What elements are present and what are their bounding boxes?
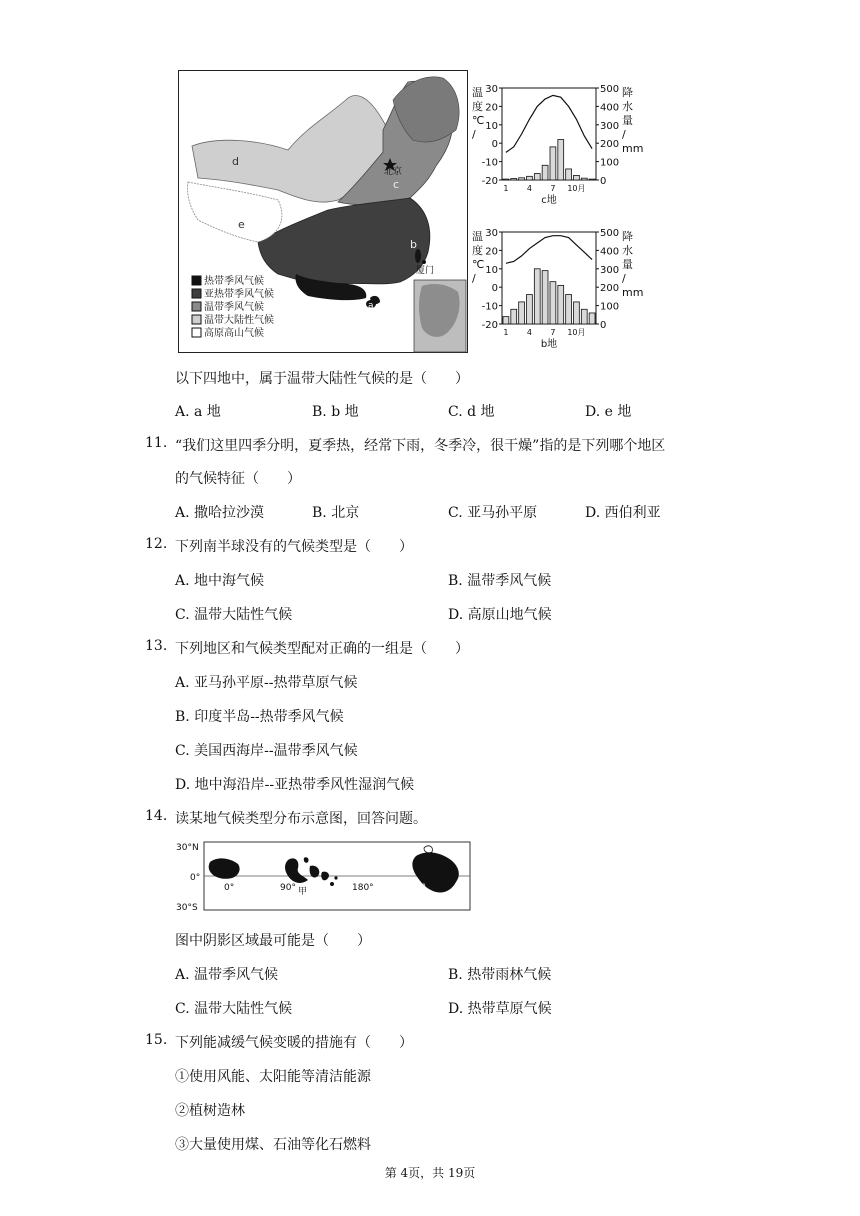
q10-option-c[interactable]: C. d 地 — [448, 404, 495, 420]
month-tick-label: 1 — [503, 328, 509, 337]
q13-option-b[interactable]: B. 印度半岛--热带季风气候 — [175, 709, 344, 725]
legend-d: 温带大陆性气候 — [204, 315, 274, 326]
legend-e: 高原高山气候 — [204, 328, 264, 339]
legend-c: 温带季风气候 — [204, 302, 264, 313]
temp-tick-label: 20 — [485, 102, 498, 114]
precip-bar — [558, 285, 564, 324]
q12-option-b[interactable]: B. 温带季风气候 — [448, 573, 552, 589]
temp-tick-label: -20 — [481, 176, 498, 187]
temp-tick-label: 20 — [485, 246, 498, 258]
temp-tick-label: -20 — [481, 320, 498, 331]
precip-axis-label: 降 — [622, 86, 633, 99]
precip-bar — [542, 165, 548, 180]
precip-tick-label: 300 — [600, 120, 620, 132]
q10-option-b[interactable]: B. b 地 — [312, 404, 359, 420]
precip-tick-label: 100 — [600, 301, 620, 313]
chart-title: c地 — [541, 195, 557, 206]
lat-30s-label: 30°S — [176, 903, 198, 913]
temp-axis-label: ℃ — [472, 114, 485, 127]
lat-30n-label: 30°N — [176, 843, 199, 853]
q12-option-c[interactable]: C. 温带大陆性气候 — [175, 607, 293, 623]
precip-axis-label: mm — [622, 286, 644, 299]
world-climate-distribution-map — [176, 840, 472, 914]
jia-label: 甲 — [298, 887, 308, 897]
precip-axis-label: 水 — [622, 100, 633, 113]
xiamen-label: 厦门 — [416, 266, 435, 276]
precip-bar — [589, 313, 595, 324]
q14-option-c[interactable]: C. 温带大陆性气候 — [175, 1001, 293, 1017]
precip-tick-label: 400 — [600, 102, 620, 114]
month-tick-label: 1 — [503, 184, 509, 193]
precip-bar — [511, 309, 517, 324]
q14-question: 图中阴影区域最可能是（ ） — [175, 933, 371, 949]
q13-option-a[interactable]: A. 亚马孙平原--热带草原气候 — [175, 675, 358, 691]
month-tick-label: 10月 — [567, 184, 586, 193]
temp-tick-label: 10 — [485, 264, 498, 276]
q11-option-b[interactable]: B. 北京 — [312, 505, 360, 521]
precip-tick-label: 400 — [600, 246, 620, 258]
precip-tick-label: 300 — [600, 264, 620, 276]
q10-option-a[interactable]: A. a 地 — [175, 404, 221, 420]
precip-bar — [511, 179, 517, 180]
temp-axis-label: ℃ — [472, 258, 485, 271]
lon-0-label: 0° — [224, 883, 235, 893]
precip-axis-label: 水 — [622, 244, 633, 257]
lon-90b-label: 90° — [410, 883, 426, 893]
precip-bar — [527, 176, 533, 180]
q12-option-d[interactable]: D. 高原山地气候 — [448, 607, 552, 623]
q14-number: 14. — [145, 808, 168, 824]
q12-number: 12. — [145, 536, 168, 552]
page-footer: 第 4页，共 19页 — [384, 1166, 476, 1180]
precip-bar — [581, 309, 587, 324]
beijing-label: 北京 — [384, 167, 403, 177]
temp-tick-label: -10 — [481, 157, 498, 169]
q15-item-2: ②植树造林 — [175, 1103, 245, 1119]
precip-bar — [574, 302, 580, 324]
temp-tick-label: 0 — [491, 139, 498, 151]
temp-axis-label: 温 — [472, 86, 483, 99]
precip-tick-label: 0 — [600, 176, 607, 187]
china-climate-map — [178, 70, 468, 353]
precip-axis-label: / — [622, 128, 626, 141]
precip-bar — [558, 140, 564, 180]
precip-bar — [581, 178, 587, 180]
temp-tick-label: 0 — [491, 283, 498, 295]
precip-tick-label: 200 — [600, 283, 620, 295]
temp-tick-label: -10 — [481, 301, 498, 313]
month-tick-label: 7 — [550, 328, 556, 337]
climate-chart-c — [470, 74, 644, 206]
q15-stem: 下列能减缓气候变暖的措施有（ ） — [175, 1035, 413, 1051]
temp-tick-label: 30 — [485, 228, 498, 239]
precip-bar — [503, 317, 509, 324]
precip-axis-label: 量 — [622, 114, 633, 127]
precip-axis-label: mm — [622, 142, 644, 155]
precip-bar — [527, 295, 533, 324]
precip-bar — [550, 282, 556, 324]
label-c: c — [393, 178, 400, 191]
precip-axis-label: 量 — [622, 258, 633, 271]
precip-tick-label: 0 — [600, 320, 607, 331]
precip-bar — [534, 269, 540, 324]
q11-option-d[interactable]: D. 西伯利亚 — [585, 505, 661, 521]
precip-axis-label: 降 — [622, 230, 633, 243]
precip-tick-label: 100 — [600, 157, 620, 169]
climate-chart-b — [470, 218, 644, 350]
temp-axis-label: 度 — [472, 244, 483, 257]
q15-item-3: ③大量使用煤、石油等化石燃料 — [175, 1137, 371, 1153]
label-e: e — [238, 218, 245, 231]
q11-number: 11. — [145, 435, 168, 451]
q15-number: 15. — [145, 1032, 168, 1048]
temp-tick-label: 10 — [485, 120, 498, 132]
month-tick-label: 4 — [526, 184, 532, 193]
label-a: a — [368, 301, 374, 311]
q12-option-a[interactable]: A. 地中海气候 — [175, 573, 265, 589]
q14-option-a[interactable]: A. 温带季风气候 — [175, 967, 279, 983]
precip-bar — [566, 295, 572, 324]
q11-stem-line2: 的气候特征（ ） — [175, 471, 301, 487]
q11-stem-line1: “我们这里四季分明，夏季热，经常下雨，冬季冷，很干燥”指的是下列哪个地区 — [175, 438, 666, 454]
lat-0-label: 0° — [190, 873, 201, 883]
precip-axis-label: / — [622, 272, 626, 285]
q11-option-a[interactable]: A. 撒哈拉沙漠 — [175, 505, 265, 521]
precip-bar — [534, 174, 540, 180]
q14-option-b[interactable]: B. 热带雨林气候 — [448, 967, 552, 983]
month-tick-label: 10月 — [567, 328, 586, 337]
temp-axis-label: 温 — [472, 230, 483, 243]
precip-bar — [519, 178, 525, 180]
label-b: b — [410, 238, 417, 251]
temp-axis-label: / — [472, 128, 476, 141]
legend-a: 热带季风气候 — [204, 276, 264, 287]
precip-bar — [503, 179, 509, 180]
label-d: d — [232, 155, 239, 168]
precip-bar — [574, 175, 580, 180]
legend-b: 亚热带季风气候 — [204, 289, 274, 300]
precip-bar — [566, 169, 572, 180]
month-tick-label: 4 — [526, 328, 532, 337]
q12-stem: 下列南半球没有的气候类型是（ ） — [175, 539, 413, 555]
precip-tick-label: 200 — [600, 139, 620, 151]
q10-option-d[interactable]: D. e 地 — [585, 404, 632, 420]
temp-axis-label: / — [472, 272, 476, 285]
q13-option-d[interactable]: D. 地中海沿岸--亚热带季风性湿润气候 — [175, 777, 415, 793]
plot-frame — [502, 88, 596, 180]
precip-bar — [542, 271, 548, 324]
precip-bar — [519, 302, 525, 324]
q13-option-c[interactable]: C. 美国西海岸--温带季风气候 — [175, 743, 358, 759]
lon-90-label: 90° — [280, 883, 296, 893]
q13-stem: 下列地区和气候类型配对正确的一组是（ ） — [175, 641, 469, 657]
precip-tick-label: 500 — [600, 228, 620, 239]
temp-tick-label: 30 — [485, 84, 498, 95]
q14-option-d[interactable]: D. 热带草原气候 — [448, 1001, 552, 1017]
month-tick-label: 7 — [550, 184, 556, 193]
q15-item-1: ①使用风能、太阳能等清洁能源 — [175, 1069, 371, 1085]
lon-180-label: 180° — [352, 883, 374, 893]
q14-stem: 读某地气候类型分布示意图，回答问题。 — [175, 811, 427, 827]
temp-axis-label: 度 — [472, 100, 483, 113]
q11-option-c[interactable]: C. 亚马孙平原 — [448, 505, 538, 521]
map-legend — [192, 274, 274, 339]
q10-stem: 以下四地中，属于温带大陆性气候的是（ ） — [175, 371, 469, 387]
precip-tick-label: 500 — [600, 84, 620, 95]
precip-bar — [550, 147, 556, 180]
chart-title: b地 — [540, 339, 558, 350]
precip-bar — [589, 179, 595, 180]
q13-number: 13. — [145, 638, 168, 654]
